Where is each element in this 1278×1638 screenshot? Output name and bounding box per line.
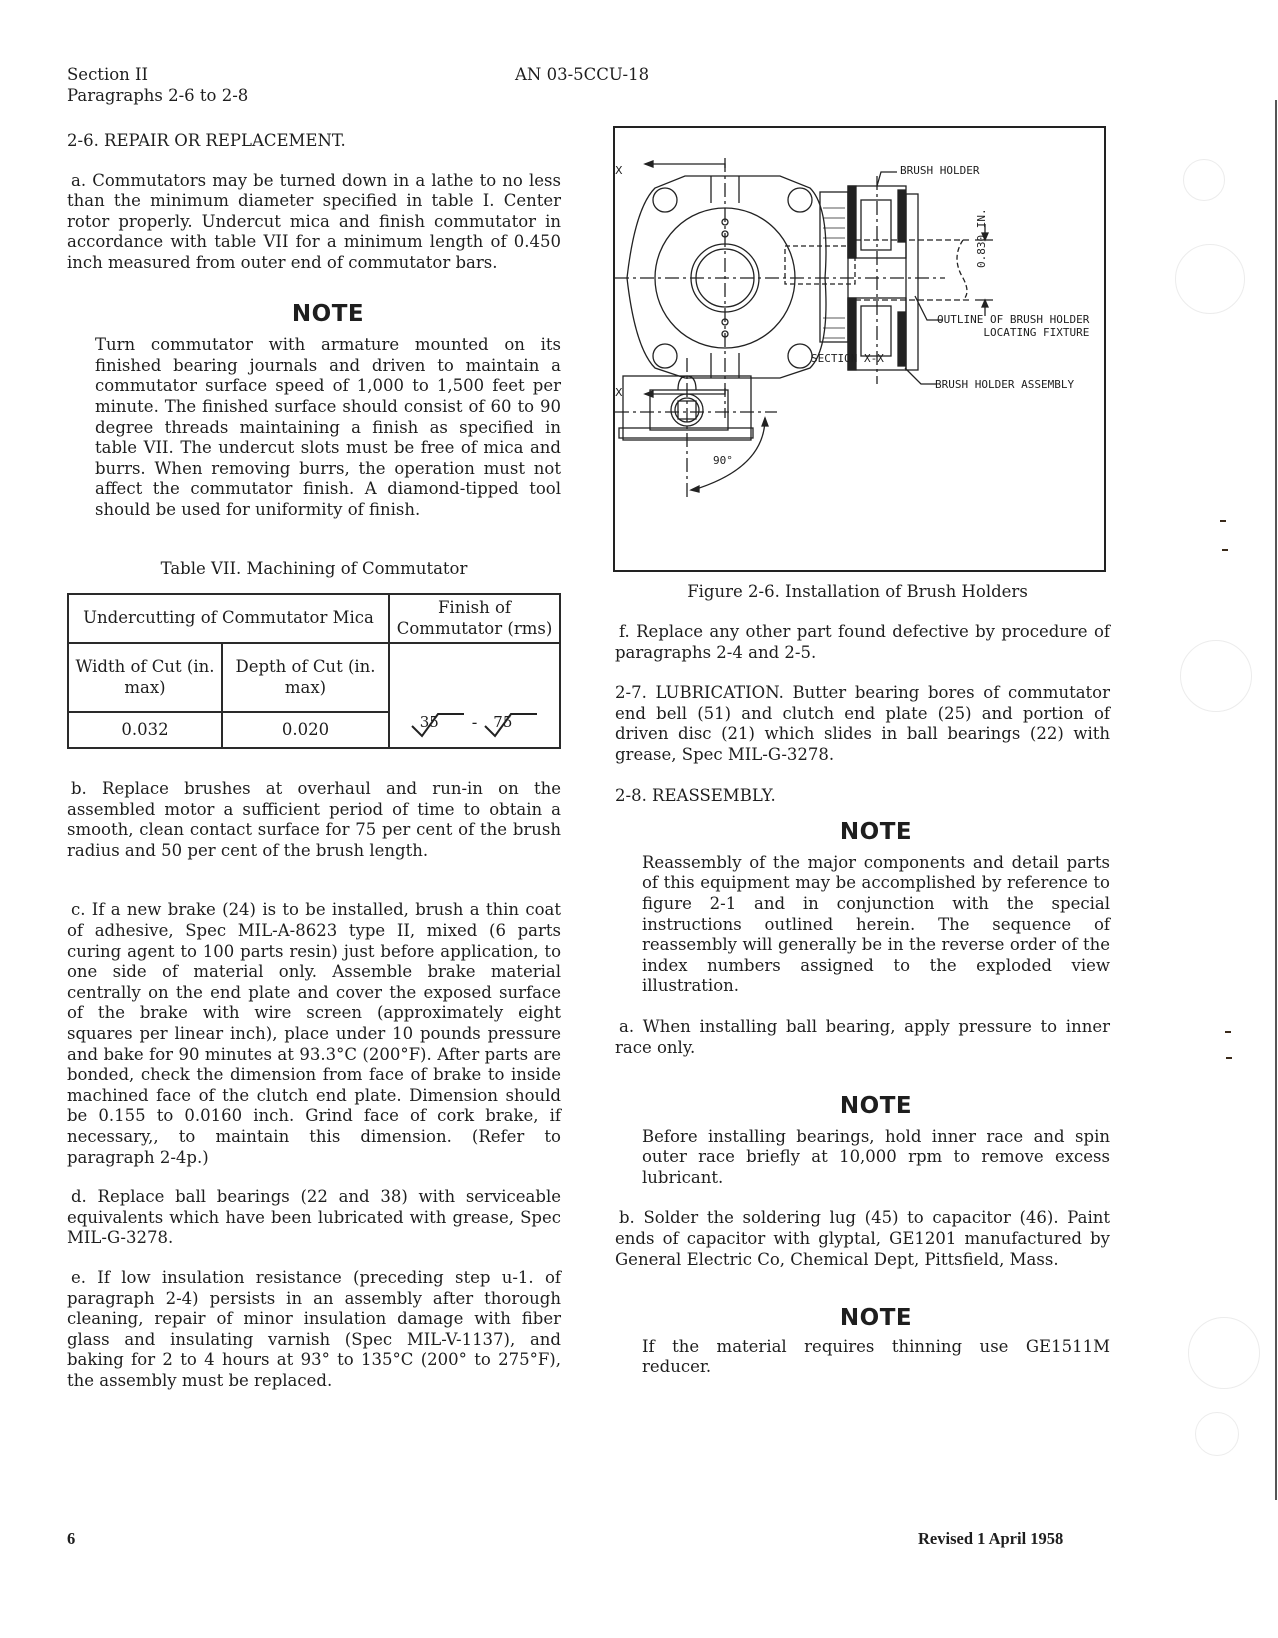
width-value: 0.032: [68, 712, 222, 748]
paragraph-d: d. Replace ball bearings (22 and 38) with serviceable equivalents which have been lubricated with grease, Spec MIL-G-3278.: [67, 1187, 561, 1248]
note-body: Reassembly of the major components and detail parts of this equipment may be accomplished by reference to figure 2-1 and in conjunction with the special instructions outlined herein. The sequence of reassembly will generally be in the reverse order of the index numbers assigned to the exploded view illustration.: [642, 852, 1110, 996]
note-block-1: [95, 300, 561, 521]
section-mark-bottom: X: [615, 386, 623, 399]
finish-cell: [389, 643, 560, 748]
note-block-3: [642, 1093, 1110, 1188]
paragraph-c: c. If a new brake (24) is to be installed, brush a thin coat of adhesive, Spec MIL-A-8623 type II, mixed (6 parts curing agent to 100 parts resin) just before application, to one side of material only. Assemble brake material centrally on the end plate and cover the exposed surface of the brake with wire screen (approximately eight squares per linear inch), place under 10 pounds pressure and bake for 90 minutes at 93.3°C (200°F). After parts are bonded, check the dimension from face of brake to inside machined face of the clutch end plate. Dimension should be 0.155 to 0.0160 inch. Grind face of cork brake, if necessary,, to maintain this dimension. (Refer to paragraph 2-4p.): [67, 900, 561, 1167]
edge-mark: [1226, 1057, 1232, 1059]
page-edge-line: [1275, 100, 1277, 1500]
page-number: 6: [67, 1529, 76, 1548]
figure-2-6: [613, 126, 1106, 572]
brush-holder-drawing: [615, 128, 1104, 570]
header-undercutting: Undercutting of Commutator Mica: [68, 594, 389, 643]
heading-2-6: 2-6. REPAIR OR REPLACEMENT.: [67, 131, 346, 150]
note-title: NOTE: [839, 1093, 913, 1120]
paragraph-b-reassembly: b. Solder the soldering lug (45) to capacitor (46). Paint ends of capacitor with glyptal, GE1201 manufactured by General Electric Co, Chemical Dept, Pittsfield, Mass.: [615, 1208, 1110, 1269]
note-title: NOTE: [839, 1305, 913, 1332]
note-body: Before installing bearings, hold inner race and spin outer race briefly at 10,000 rpm to remove excess lubricant.: [642, 1126, 1110, 1187]
heading-2-8: 2-8. REASSEMBLY.: [615, 785, 776, 805]
note-block-4: [642, 1305, 1110, 1378]
running-header-left: [67, 64, 248, 106]
note-block-2: [642, 819, 1110, 997]
left-column: [67, 131, 561, 1392]
document-number: AN 03-5CCU-18: [515, 65, 650, 84]
edge-mark: [1222, 549, 1228, 551]
binder-hole: [1188, 1317, 1260, 1389]
depth-value: 0.020: [222, 712, 389, 748]
paragraph-a-reassembly: a. When installing ball bearing, apply pressure to inner race only.: [615, 1016, 1110, 1057]
binder-hole: [1195, 1412, 1239, 1456]
binder-hole: [1180, 640, 1252, 712]
paragraph-f: f. Replace any other part found defective by procedure of paragraphs 2-4 and 2-5.: [615, 622, 1110, 662]
finish-range: 35 - 75: [410, 710, 540, 738]
surface-finish-symbol-icon: 75: [483, 710, 539, 738]
machining-table: [67, 593, 561, 749]
label-brush-holder: BRUSH HOLDER: [900, 164, 980, 177]
header-depth-of-cut: Depth of Cut (in. max): [222, 643, 389, 712]
note-title: NOTE: [839, 819, 913, 846]
label-brush-holder-assembly: BRUSH HOLDER ASSEMBLY: [935, 378, 1075, 391]
paragraph-range: Paragraphs 2-6 to 2-8: [67, 86, 249, 105]
label-section-xx: SECTION X-X: [811, 352, 884, 365]
section-label: Section II: [67, 65, 149, 84]
table-caption: Table VII. Machining of Commutator: [160, 558, 468, 578]
paragraph-a: a. Commutators may be turned down in a lathe to no less than the minimum diameter specified in table I. Center rotor properly. Undercut mica and finish commutator in accordance with table VII for a minimum length of 0.450 inch measured from outer end of commutator bars.: [67, 170, 561, 272]
header-finish: Finish of Commutator (rms): [389, 594, 560, 643]
section-mark-top: X: [615, 164, 623, 177]
header-width-of-cut: Width of Cut (in. max): [68, 643, 222, 712]
paragraph-e: e. If low insulation resistance (preceding step u-1. of paragraph 2-4) persists in an assembly after thorough cleaning, repair of minor insulation damage with fiber glass and insulating varnish (Spec MIL-V-1137), and baking for 2 to 4 hours at 93° to 135°C (200° to 275°F), the assembly must be replaced.: [67, 1267, 561, 1390]
binder-hole: [1183, 159, 1225, 201]
edge-mark: [1220, 520, 1226, 522]
label-dimension: 0.830 IN.: [975, 208, 988, 268]
edge-mark: [1225, 1031, 1231, 1033]
revision-date: Revised 1 April 1958: [918, 1529, 1064, 1548]
binder-hole: [1175, 244, 1245, 314]
paragraph-2-7: 2-7. LUBRICATION. Butter bearing bores of commutator end bell (51) and clutch end plate (25) and portion of driven disc (21) which slides in ball bearings (22) with grease, Spec MIL-G-3278.: [615, 683, 1110, 764]
surface-finish-symbol-icon: 35: [410, 710, 466, 738]
paragraph-b: b. Replace brushes at overhaul and run-in on the assembled motor a sufficient period of time to obtain a smooth, clean contact surface for 75 per cent of the brush radius and 50 per cent of the brush length.: [67, 779, 561, 860]
note-body: If the material requires thinning use GE1511M reducer.: [642, 1336, 1110, 1377]
label-angle: 90°: [713, 454, 733, 467]
label-outline-fixture: OUTLINE OF BRUSH HOLDER LOCATING FIXTURE: [937, 313, 1090, 339]
note-body: Turn commutator with armature mounted on its finished bearing journals and driven to maintain a commutator surface speed of 1,000 to 1,500 feet per minute. The finished surface should consist of 60 to 90 degree threads maintaining a finish as specified in table VII. The undercut slots must be free of mica and burrs. When removing burrs, the operation must not affect the commutator finish. A diamond-tipped tool should be used for uniformity of finish.: [95, 335, 561, 519]
figure-caption: Figure 2-6. Installation of Brush Holders: [687, 582, 1028, 601]
right-column: [615, 622, 1110, 1378]
note-title: NOTE: [291, 300, 365, 327]
